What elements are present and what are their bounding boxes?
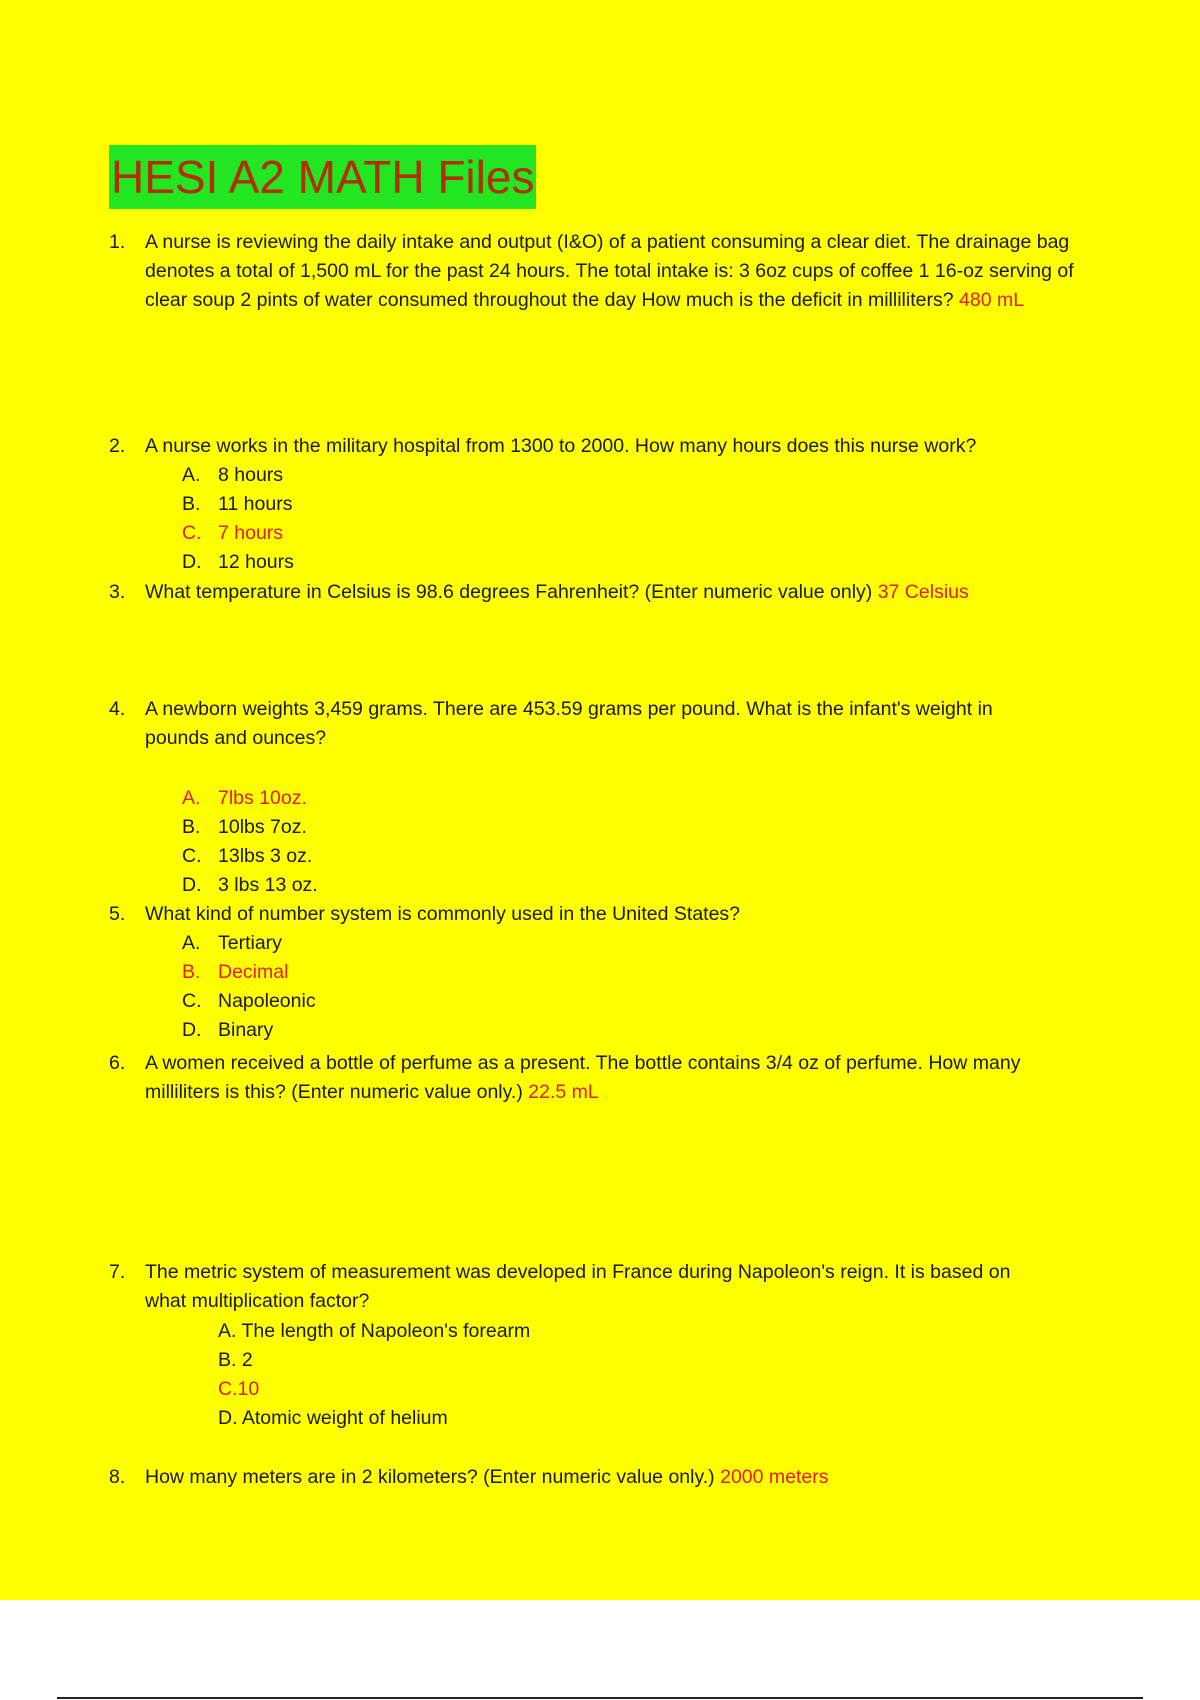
answer: 37 Celsius [877, 581, 969, 603]
question-text: What temperature in Celsius is 98.6 degrees Fahrenheit? (Enter numeric value only) 37 Celsius [145, 581, 969, 603]
document-page: HESI A2 MATH Files 1. A nurse is reviewing the daily intake and output (I&O) of a patient consuming a clear diet. The drainage bag denotes a total of 1,500 mL for the past 24 hours. The total intake is: 3 6oz cups of coffee 1 16-oz serving of clear soup 2 pints of water consumed throughout the day How much is the deficit in milliliters? 480 mL 2. A nurse works in the military hospital from 1300 to 2000. How many hours does this nurse work? A. 8 hours B. 11 hours C. 7 hours D. 12 hours 3. What temperature in Celsius is 98.6 degrees Fahrenheit? (Enter numeric value only) 37 Celsius 4. A newborn weights 3,459 grams. There are 453.59 grams per pound. What is the infant's weight in pounds and ounces? A. 7lbs 10oz. B. 10lbs 7oz. C. 13lbs 3 oz. D. 3 lbs 13 oz. 5. What kind of number system is commonly used in the United States? A. Tertiary B. Decimal C. Napoleonic D. Binary 6. A women received a bottle of perfume as a present. The bottle contains 3/4 oz of perfume. How many milliliters is this? (Enter numeric value only.) 22.5 mL 7. The metric system of measurement was developed in France during Napoleon's reign. It is based on what multiplication factor? A. The length of Napoleon's forearm B. 2 C.10 D. Atomic weight of helium 8. How many meters are in 2 kilometers? (Enter numeric value only.) 2000 meters [0, 0, 1200, 1700]
answer: 480 mL [959, 289, 1025, 311]
question-number: 1. [109, 231, 126, 253]
document-title: HESI A2 MATH Files [109, 145, 536, 209]
question-text: A nurse works in the military hospital from 1300 to 2000. How many hours does this nurse work? [145, 435, 977, 457]
question-text: The metric system of measurement was developed in France during Napoleon's reign. It is based on what multiplication factor? [145, 1261, 1011, 1312]
question-text: What kind of number system is commonly used in the United States? [145, 903, 741, 925]
question-number: 2. [109, 435, 126, 457]
question-number: 7. [109, 1261, 126, 1283]
option-b: B. 2 [218, 1349, 253, 1371]
question-text: A nurse is reviewing the daily intake and output (I&O) of a patient consuming a clear diet. The drainage bag denotes a total of 1,500 mL for the past 24 hours. The total intake is: 3 6oz cups of coffee 1 16-oz serving of clear soup 2 pints of water consumed throughout the day How much is the deficit in milliliters? 480 mL [145, 231, 1074, 311]
question-text: A women received a bottle of perfume as a present. The bottle contains 3/4 oz of perfume. How many milliliters is this? (Enter numeric value only.) 22.5 mL [145, 1052, 1021, 1103]
question-text: How many meters are in 2 kilometers? (Enter numeric value only.) 2000 meters [145, 1466, 829, 1488]
question-number: 3. [109, 581, 126, 603]
question-number: 4. [109, 698, 126, 720]
question-number: 6. [109, 1052, 126, 1074]
question-number: 5. [109, 903, 126, 925]
option-a: A. The length of Napoleon's forearm [218, 1320, 531, 1342]
option-c-correct: C.10 [218, 1378, 260, 1400]
footer-rule [57, 1697, 1143, 1699]
question-text: A newborn weights 3,459 grams. There are 453.59 grams per pound. What is the infant's weight in pounds and ounces? [145, 698, 993, 749]
option-d: D. Atomic weight of helium [218, 1407, 448, 1429]
answer: 2000 meters [720, 1466, 829, 1488]
answer: 22.5 mL [528, 1081, 599, 1103]
question-number: 8. [109, 1466, 126, 1488]
